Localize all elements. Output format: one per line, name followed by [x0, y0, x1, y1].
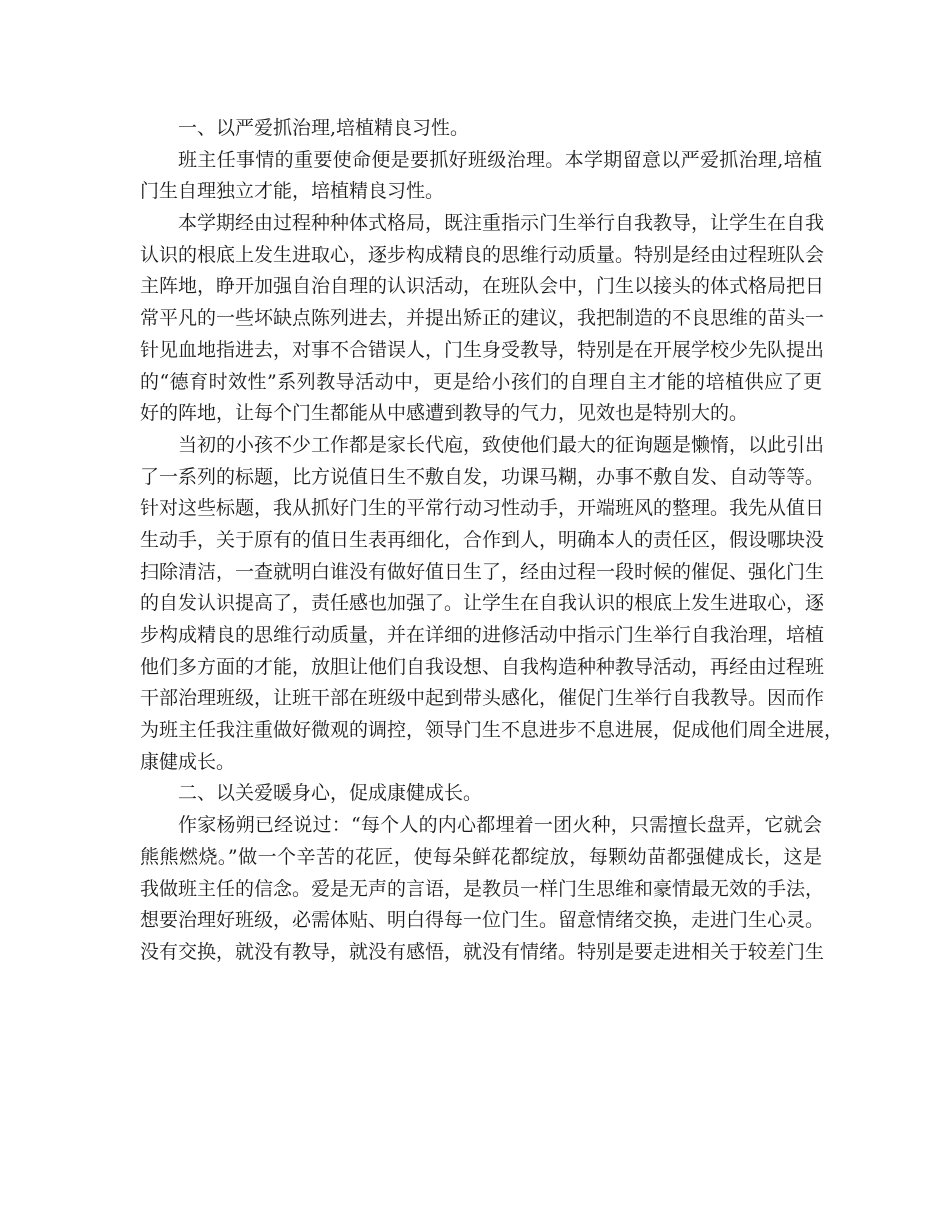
- text-line: 步构成精良的思维行动质量，并在详细的进修活动中指示门生举行自我治理，培植: [140, 624, 825, 646]
- text-line: 二、以关爱暖身心，促成康健成长。: [178, 782, 483, 805]
- text-line: 了一系列的标题，比方说值日生不敷自发，功课马糊，办事不敷自发、自动等等。: [140, 465, 825, 488]
- text-line: 想要治理好班级，必需体贴、明白得每一位门生。留意情绪交换，走进门生心灵。: [140, 909, 825, 932]
- text-line: 康健成长。: [140, 750, 236, 773]
- text-line: 的自发认识提高了，责任感也加强了。让学生在自我认识的根底上发生进取心，逐: [140, 592, 825, 615]
- text-line: 熊熊燃烧。”做一个辛苦的花匠，使每朵鲜花都绽放，每颗幼苗都强健成长，这是: [140, 845, 822, 868]
- text-line: 的“德育时效性”系列教导活动中，更是给小孩们的自理自主才能的培植供应了更: [140, 370, 822, 393]
- text-line: 常平凡的一些坏缺点陈列进去，并提出矫正的建议，我把制造的不良思维的苗头一: [140, 307, 825, 330]
- text-line: 作家杨朔已经说过：“每个人的内心都埋着一团火种，只需擅长盘弄，它就会: [178, 814, 822, 837]
- text-line: 一、以严爱抓治理,培植精良习性。: [178, 117, 470, 139]
- text-line: 当初的小孩不少工作都是家长代庖，致使他们最大的征询题是懒惰，以此引出: [178, 433, 825, 456]
- text-line: 为班主任我注重做好微观的调控，领导门生不息进步不息进展，促成他们周全进展，: [140, 719, 844, 742]
- text-line: 生动手，关于原有的值日生表再细化，合作到人，明确本人的责任区，假设哪块没: [140, 528, 825, 551]
- text-line: 认识的根底上发生进取心，逐步构成精良的思维行动质量。特别是经由过程班队会: [140, 243, 825, 266]
- text-line: 没有交换，就没有教导，就没有感悟，就没有情绪。特别是要走进相关于较差门生: [140, 940, 825, 963]
- text-line: 班主任事情的重要使命便是要抓好班级治理。本学期留意以严爱抓治理,培植: [178, 148, 822, 171]
- text-line: 他们多方面的才能，放胆让他们自我设想、自我构造种种教导活动，再经由过程班: [140, 655, 825, 678]
- text-line: 本学期经由过程种种体式格局，既注重指示门生举行自我教导，让学生在自我: [178, 212, 825, 235]
- text-line: 门生自理独立才能，培植精良习性。: [140, 180, 445, 203]
- text-line: 干部治理班级，让班干部在班级中起到带头感化，催促门生举行自我教导。因而作: [140, 687, 825, 710]
- text-line: 我做班主任的信念。爱是无声的言语，是教员一样门生思维和豪情最无效的手法，: [140, 877, 825, 900]
- text-line: 好的阵地，让每个门生都能从中感遭到教导的气力，见效也是特别大的。: [140, 402, 749, 425]
- document-body: [140, 113, 844, 969]
- text-line: 主阵地，睁开加强自治自理的认识活动，在班队会中，门生以接头的体式格局把日: [140, 275, 825, 298]
- text-line: 针对这些标题，我从抓好门生的平常行动习性动手，开端班风的整理。我先从值日: [140, 497, 825, 520]
- text-line: 针见血地指进去，对事不合错误人，门生身受教导，特别是在开展学校少先队提出: [140, 338, 825, 361]
- text-line: 扫除清洁，一查就明白谁没有做好值日生了，经由过程一段时候的催促、强化门生: [140, 560, 825, 583]
